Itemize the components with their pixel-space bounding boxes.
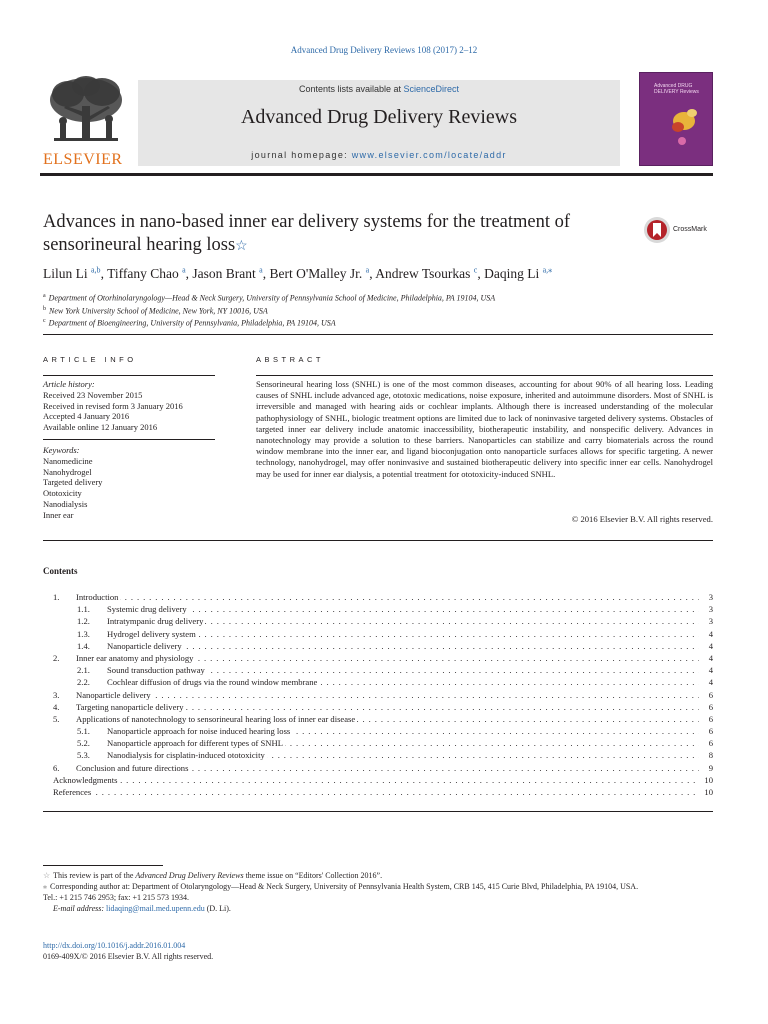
author-separator: , xyxy=(100,266,108,281)
author-name: Lilun Li xyxy=(43,266,91,281)
toc-title: Applications of nanotechnology to sensorineural hearing loss of inner ear disease xyxy=(76,713,356,724)
toc-page: 9 xyxy=(708,762,713,773)
tree-icon xyxy=(40,72,132,152)
affiliation-mark: c xyxy=(43,318,46,325)
keyword: Ototoxicity xyxy=(43,488,82,499)
email-suffix: (D. Li). xyxy=(204,904,231,913)
article-info-divider xyxy=(43,439,215,440)
journal-banner xyxy=(138,80,620,166)
toc-title: Conclusion and future directions xyxy=(76,762,189,773)
toc-number: 1.1. xyxy=(77,604,90,615)
contents-prefix: Contents lists available at xyxy=(298,84,404,94)
keyword: Nanomedicine xyxy=(43,455,93,466)
toc-page: 4 xyxy=(708,628,713,639)
history-entry: Available online 12 January 2016 xyxy=(43,422,158,433)
crossmark-label: CrossMark xyxy=(673,226,707,233)
toc-number: 1.2. xyxy=(77,616,90,627)
toc-page: 4 xyxy=(708,652,713,663)
author-name: Daqing Li xyxy=(484,266,543,281)
footnote-star: ☆ xyxy=(43,871,51,880)
sciencedirect-link[interactable]: ScienceDirect xyxy=(403,84,460,94)
toc-page: 8 xyxy=(708,750,713,761)
author[interactable] xyxy=(375,266,477,281)
email-link[interactable]: lidaqing@mail.med.upenn.edu xyxy=(106,904,205,913)
author-name: Jason Brant xyxy=(192,266,260,281)
issn-copyright: 0169-409X/© 2016 Elsevier B.V. All rights reserved. xyxy=(43,952,214,961)
theme-issue-footnote xyxy=(43,870,723,881)
toc-number: 3. xyxy=(53,689,60,700)
toc-item[interactable] xyxy=(43,690,713,702)
toc-item[interactable] xyxy=(43,738,713,750)
toc-item[interactable] xyxy=(43,616,713,628)
author-affil-mark[interactable]: a,⁎ xyxy=(542,265,553,275)
toc-item[interactable] xyxy=(43,702,713,714)
abstract-text: Sensorineural hearing loss (SNHL) is one of the most common diseases, accounting for about 90% of all hearing loss. Leading causes of SNHL include advanced age, ototoxic medications, noise exposure, inherited and autoimmune disorders. Most of SNHL is irreversible and managed with hearing aids or cochlear implants. Although there is increased understanding of the molecular pathophysiology of SNHL, biologic treatment options are limited due to lack of noninvasive targeted delivery systems. Obstacles of targeted inner ear delivery include anatomic inaccessibility, biotherapeutic instability, and nonspecific delivery. Advances in nanotechnology may provide a solution to these barriers. Nanoparticles can stabilize and carry biomaterials across the round window membrane into the inner ear, and ligand bioconjugation onto nanoparticle surfaces allows for specific targeting. A newer technology, nanohydrogel, may offer noninvasive and sustained biotherapeutic delivery into specific inner ear cells. Nanohydrogel may be used for inner ear dialysis, a potential treatment for ototoxicity-induced SNHL. xyxy=(256,379,713,479)
affiliation-mark: a xyxy=(43,293,46,299)
toc-page: 10 xyxy=(704,787,713,797)
toc-title: Nanoparticle approach for different types of SNHL xyxy=(107,738,283,749)
author-affil-mark[interactable]: a xyxy=(259,265,263,275)
keywords-label: Keywords: xyxy=(43,445,80,455)
toc-number: 1.3. xyxy=(77,628,90,639)
title-footnote-star[interactable]: ☆ xyxy=(235,239,248,254)
email-label: E-mail address: xyxy=(53,904,105,913)
toc-item[interactable] xyxy=(43,775,713,787)
footnote-asterisk: ⁎ xyxy=(43,882,47,891)
author-name: Bert O'Malley Jr. xyxy=(269,266,366,281)
homepage-link[interactable]: www.elsevier.com/locate/addr xyxy=(351,150,507,160)
toc-number: 1. xyxy=(53,592,60,602)
author-separator: , xyxy=(477,266,485,281)
abstract-copyright: © 2016 Elsevier B.V. All rights reserved. xyxy=(571,514,713,524)
abstract-heading: ABSTRACT xyxy=(256,355,325,364)
cover-art-icon xyxy=(640,73,714,167)
footnote-journal: Advanced Drug Delivery Reviews xyxy=(135,871,244,880)
contents-heading: Contents xyxy=(43,566,78,576)
toc-title: Introduction xyxy=(76,592,119,602)
author-list xyxy=(43,266,723,282)
affiliation xyxy=(43,304,723,317)
toc-page: 4 xyxy=(708,665,713,676)
article-info-heading: ARTICLE INFO xyxy=(43,355,137,364)
section-divider xyxy=(43,811,713,812)
toc-number: 1.4. xyxy=(77,640,90,651)
toc-page: 3 xyxy=(708,616,713,627)
toc-title: Nanoparticle approach for noise induced hearing loss xyxy=(107,726,291,737)
author-affil-mark[interactable]: a,b xyxy=(91,265,101,275)
section-divider xyxy=(43,334,713,335)
toc-title: Nanoparticle delivery xyxy=(107,640,182,651)
toc-title: Inner ear anatomy and physiology xyxy=(76,652,194,663)
toc-title: Cochlear diffusion of drugs via the round window membrane xyxy=(107,677,318,688)
journal-reference[interactable]: Advanced Drug Delivery Reviews 108 (2017) 2–12 xyxy=(290,45,478,55)
toc-number: 2.1. xyxy=(77,665,90,676)
toc-number: 5.3. xyxy=(77,750,90,761)
author-separator: , xyxy=(262,266,270,281)
toc-page: 6 xyxy=(708,713,713,724)
toc-item[interactable] xyxy=(43,665,713,677)
toc-title: Nanodialysis for cisplatin-induced ototoxicity xyxy=(107,750,265,761)
toc-item[interactable] xyxy=(43,629,713,641)
section-divider xyxy=(43,540,713,541)
toc-title: Hydrogel delivery system xyxy=(107,628,196,639)
doi-link[interactable]: http://dx.doi.org/10.1016/j.addr.2016.01.004 xyxy=(43,941,186,950)
affiliation-text: Department of Bioengineering, University of Pennsylvania, Philadelphia, PA 19104, USA xyxy=(48,318,336,328)
footnote-rule xyxy=(43,865,163,866)
toc-page: 3 xyxy=(708,592,713,602)
homepage-prefix: journal homepage: xyxy=(251,150,352,160)
cover-title: Advanced DRUG DELIVERY Reviews xyxy=(654,83,699,95)
author-affil-mark[interactable]: a xyxy=(182,265,186,275)
author-name: Andrew Tsourkas xyxy=(375,266,474,281)
title-text: Advances in nano-based inner ear delivery systems for the treatment of sensorineural hearing loss xyxy=(43,212,571,255)
corresponding-author-footnote xyxy=(43,881,723,892)
toc-title: References xyxy=(53,787,92,797)
toc-title: Sound transduction pathway xyxy=(107,665,205,676)
toc-title: Acknowledgments xyxy=(53,774,118,785)
history-entry: Accepted 4 January 2016 xyxy=(43,411,130,422)
toc-number: 2. xyxy=(53,652,60,663)
author-name: Tiffany Chao xyxy=(107,266,183,281)
keyword: Nanohydrogel xyxy=(43,466,92,477)
journal-homepage xyxy=(138,150,620,160)
crossmark-badge[interactable] xyxy=(643,216,723,246)
affiliation-mark: b xyxy=(43,305,46,312)
toc-page: 10 xyxy=(704,774,713,785)
footnote-text: theme issue on “Editors' Collection 2016”. xyxy=(243,871,383,880)
author[interactable] xyxy=(192,266,262,281)
footnote-text: Corresponding author at: Department of Otolaryngology—Head & Neck Surgery, University of Pennsylvania Health System, CRB 145, 415 Curie Blvd, Philadelphia, PA 19104, USA. xyxy=(50,882,639,891)
affiliations xyxy=(43,291,723,329)
toc-number: 5.2. xyxy=(77,738,90,749)
article-info-rule xyxy=(43,375,215,376)
abstract-rule xyxy=(256,375,713,376)
author[interactable] xyxy=(484,266,552,281)
toc-page: 4 xyxy=(708,677,713,688)
header-rule xyxy=(40,173,713,176)
toc-page: 3 xyxy=(708,604,713,615)
keyword: Inner ear xyxy=(43,509,74,520)
toc-item[interactable] xyxy=(43,750,713,762)
toc-number: 5.1. xyxy=(77,726,90,737)
toc-item[interactable] xyxy=(43,641,713,653)
author-affil-mark[interactable]: c xyxy=(473,265,478,275)
keywords xyxy=(43,445,215,521)
journal-cover-image[interactable] xyxy=(639,72,713,166)
author[interactable] xyxy=(269,266,369,281)
author[interactable] xyxy=(43,266,101,281)
article-title xyxy=(43,211,623,258)
toc-page: 6 xyxy=(708,726,713,737)
toc-title: Targeting nanoparticle delivery xyxy=(76,701,184,712)
toc-item[interactable] xyxy=(43,787,713,799)
footnote-text: This review is part of the xyxy=(53,871,136,880)
toc-number: 4. xyxy=(53,701,60,712)
doi-block xyxy=(43,940,213,962)
toc-page: 4 xyxy=(708,640,713,651)
author-affil-mark[interactable]: a xyxy=(365,265,370,275)
toc-item[interactable] xyxy=(43,592,713,604)
toc-number: 5. xyxy=(53,713,60,724)
toc-item[interactable] xyxy=(43,677,713,689)
author[interactable] xyxy=(107,266,186,281)
contents-availability xyxy=(138,84,620,94)
history-entry: Received in revised form 3 January 2016 xyxy=(43,400,183,411)
author-separator: , xyxy=(369,266,376,281)
toc-number: 6. xyxy=(53,762,60,773)
toc-page: 6 xyxy=(708,738,713,749)
affiliation xyxy=(43,316,723,329)
toc-item[interactable] xyxy=(43,653,713,665)
affiliation-text: New York University School of Medicine, New York, NY 10016, USA xyxy=(49,306,268,316)
journal-name: Advanced Drug Delivery Reviews xyxy=(240,106,518,128)
history-label: Article history: xyxy=(43,379,95,389)
toc-number: 2.2. xyxy=(77,677,90,688)
affiliation-text: Department of Otorhinolaryngology—Head & Neck Surgery, University of Pennsylvania School of Medicine, Philadelphia, PA 19104, USA xyxy=(48,293,496,303)
history-entry: Received 23 November 2015 xyxy=(43,389,143,400)
toc-page: 6 xyxy=(708,689,713,700)
toc-title: Nanoparticle delivery xyxy=(76,689,151,700)
toc-item[interactable] xyxy=(43,604,713,616)
keyword: Targeted delivery xyxy=(43,477,103,488)
phone-footnote: Tel.: +1 215 746 2953; fax: +1 215 573 1934. xyxy=(43,893,190,902)
keyword: Nanodialysis xyxy=(43,498,88,509)
toc-title: Intratympanic drug delivery xyxy=(107,616,204,627)
toc-item[interactable] xyxy=(43,714,713,726)
publisher-wordmark: ELSEVIER xyxy=(43,151,123,168)
toc-title: Systemic drug delivery xyxy=(107,604,187,615)
footnotes xyxy=(43,870,723,914)
crossmark-icon xyxy=(643,216,671,244)
toc-item[interactable] xyxy=(43,726,713,738)
table-of-contents xyxy=(43,592,713,799)
toc-item[interactable] xyxy=(43,763,713,775)
toc-page: 6 xyxy=(708,701,713,712)
email-footnote xyxy=(43,903,723,914)
affiliation xyxy=(43,291,723,304)
elsevier-tree-logo[interactable] xyxy=(40,72,132,168)
journal-header xyxy=(40,72,713,168)
author-separator: , xyxy=(185,266,193,281)
article-history xyxy=(43,379,215,433)
